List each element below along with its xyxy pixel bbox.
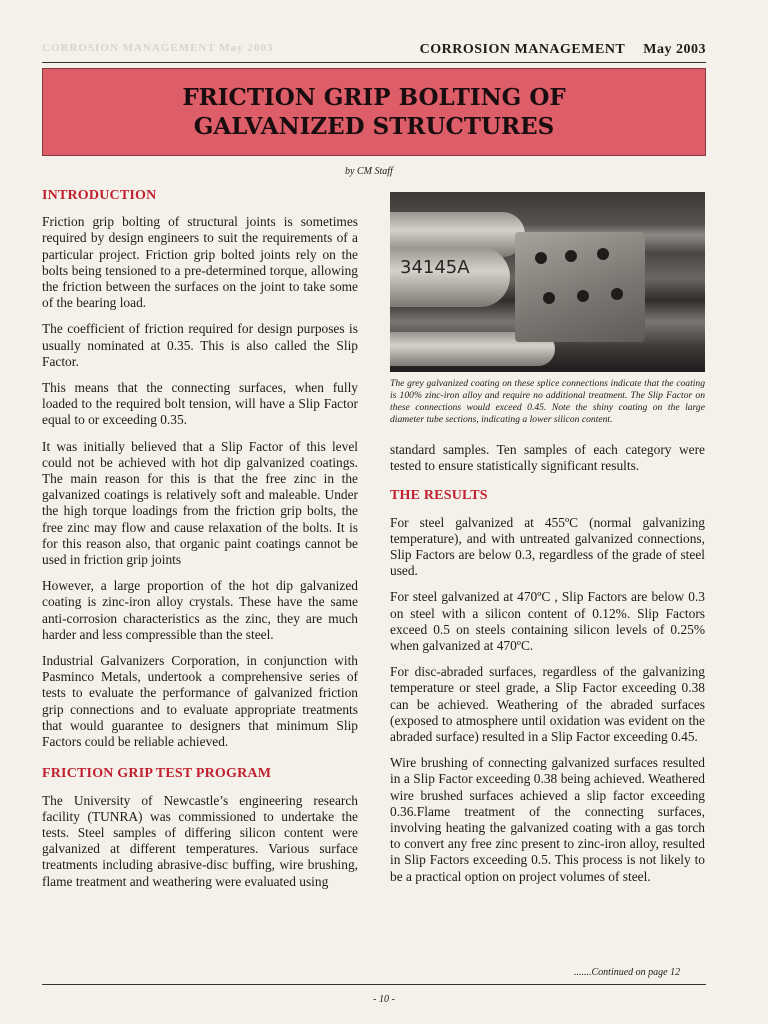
- footer-rule: [42, 984, 706, 985]
- intro-paragraph-5: However, a large proportion of the hot dip galvanized coating is zinc-iron alloy crystals. These have the same anti-corrosion characteristics as the zinc, they are much harder and less compressible than the steel.: [42, 578, 358, 642]
- bolt-hole: [597, 248, 609, 260]
- bolt-hole: [611, 288, 623, 300]
- test-program-heading: FRICTION GRIP TEST PROGRAM: [42, 766, 272, 782]
- splice-plate: [515, 232, 645, 342]
- running-head: [420, 42, 706, 58]
- bolt-hole: [535, 252, 547, 264]
- splice-connection-photo: [390, 192, 705, 372]
- test-program-paragraph: The University of Newcastle’s engineering research facility (TUNRA) was commissioned to undertake the tests. Steel samples of differing silicon content were galvanized at different temperatures. Various surface treatments including abrasive-disc buffing, wire brushing, flame treatment and weathering were evaluated using: [42, 792, 358, 889]
- results-paragraph-4: Wire brushing of connecting galvanized surfaces resulted in a Slip Factor exceeding 0.38 being achieved. Weathered wire brushed surfaces achieved a slip factor exceeding 0.36.Flame treatment of the connecting surfaces, involving heating the galvanized coating with a gas torch to convert any free zinc present to zinc-iron alloy, resulted in Slip Factors exceeding 0.5. This process is not likely to be a practical option on project volumes of steel.: [390, 755, 705, 884]
- article-title: FRICTION GRIP BOLTING OF GALVANIZED STRUCTURES: [182, 84, 566, 140]
- publication-name: CORROSION MANAGEMENT: [419, 42, 626, 57]
- bolt-hole: [565, 250, 577, 262]
- results-paragraph-3: For disc-abraded surfaces, regardless of the galvanizing temperature or steel grade, a Slip Factor exceeding 0.38 can be achieved. Weathering of the abraded surfaces (exposed to atmosphere until oxidation was evident on the abraded surface) resulted in a Slip Factor exceeding 0.45.: [390, 664, 705, 745]
- test-program-continued: standard samples. Ten samples of each category were tested to ensure statistically significant results.: [390, 442, 705, 474]
- intro-paragraph-2: The coefficient of friction required for design purposes is usually nominated at 0.35. This is also called the Slip Factor.: [42, 321, 358, 369]
- intro-paragraph-1: Friction grip bolting of structural joints is sometimes required by design engineers to suit the requirements of a particular project. Friction grip bolted joints rely on the bolts being tensioned to a pre-determined torque, allowing the friction between the surfaces on the joint to take some of the bearing load.: [42, 214, 358, 311]
- results-heading: THE RESULTS: [390, 488, 488, 504]
- results-paragraph-1: For steel galvanized at 455ºC (normal galvanizing temperature), and with untreated galvanized connections, Slip Factors are below 0.3, regardless of the grade of steel used.: [390, 514, 705, 579]
- bolt-hole: [543, 292, 555, 304]
- intro-paragraph-3: This means that the connecting surfaces, when fully loaded to the required bolt tension, will have a Slip Factor equal to or exceeding 0.35.: [42, 380, 358, 428]
- issue-date: May 2003: [643, 42, 706, 57]
- intro-paragraph-4: It was initially believed that a Slip Factor of this level could not be achieved with hot dip galvanized coatings. The main reason for this is that the free zinc in the galvanized coatings is relatively soft and maleable. Under the high torque loadings from the friction grip bolts, the free zinc may flow and cause relaxation of the bolts. It is for this reason also, that organic paint coatings cannot be used in friction grip joints: [42, 438, 358, 568]
- page-number: - 10 -: [373, 994, 395, 1005]
- left-column: [42, 188, 358, 900]
- right-column: [390, 192, 705, 895]
- results-paragraph-2: For steel galvanized at 470ºC , Slip Factors are below 0.3 on steel with a silicon content of 0.12%. Slip Factors exceed 0.5 on steels containing silicon levels of 0.25% when galvanized at 470ºC.: [390, 589, 705, 654]
- continued-note: .......Continued on page 12: [574, 967, 681, 978]
- byline: by CM Staff: [345, 166, 393, 177]
- introduction-heading: INTRODUCTION: [42, 188, 157, 203]
- photo-caption: The grey galvanized coating on these splice connections indicate that the coating is 100% zinc-iron alloy and require no additional treatment. The Slip Factor on these connections would exceed 0.45. Note the shiny coating on the large diameter tube sections, indicating a lower silicon content.: [390, 378, 705, 425]
- page-header: [42, 40, 706, 63]
- bleed-through-text: CORROSION MANAGEMENT May 2003: [42, 42, 274, 54]
- steel-marking: 34145A: [400, 257, 470, 278]
- intro-paragraph-6: Industrial Galvanizers Corporation, in conjunction with Pasminco Metals, undertook a comprehensive series of tests to evaluate the performance of galvanized friction grip connections and to evaluate appropriate treatments that would guarantee to designers that minimum Slip Factors could be reliable achieved.: [42, 653, 358, 750]
- bolt-hole: [577, 290, 589, 302]
- title-banner: [42, 68, 706, 156]
